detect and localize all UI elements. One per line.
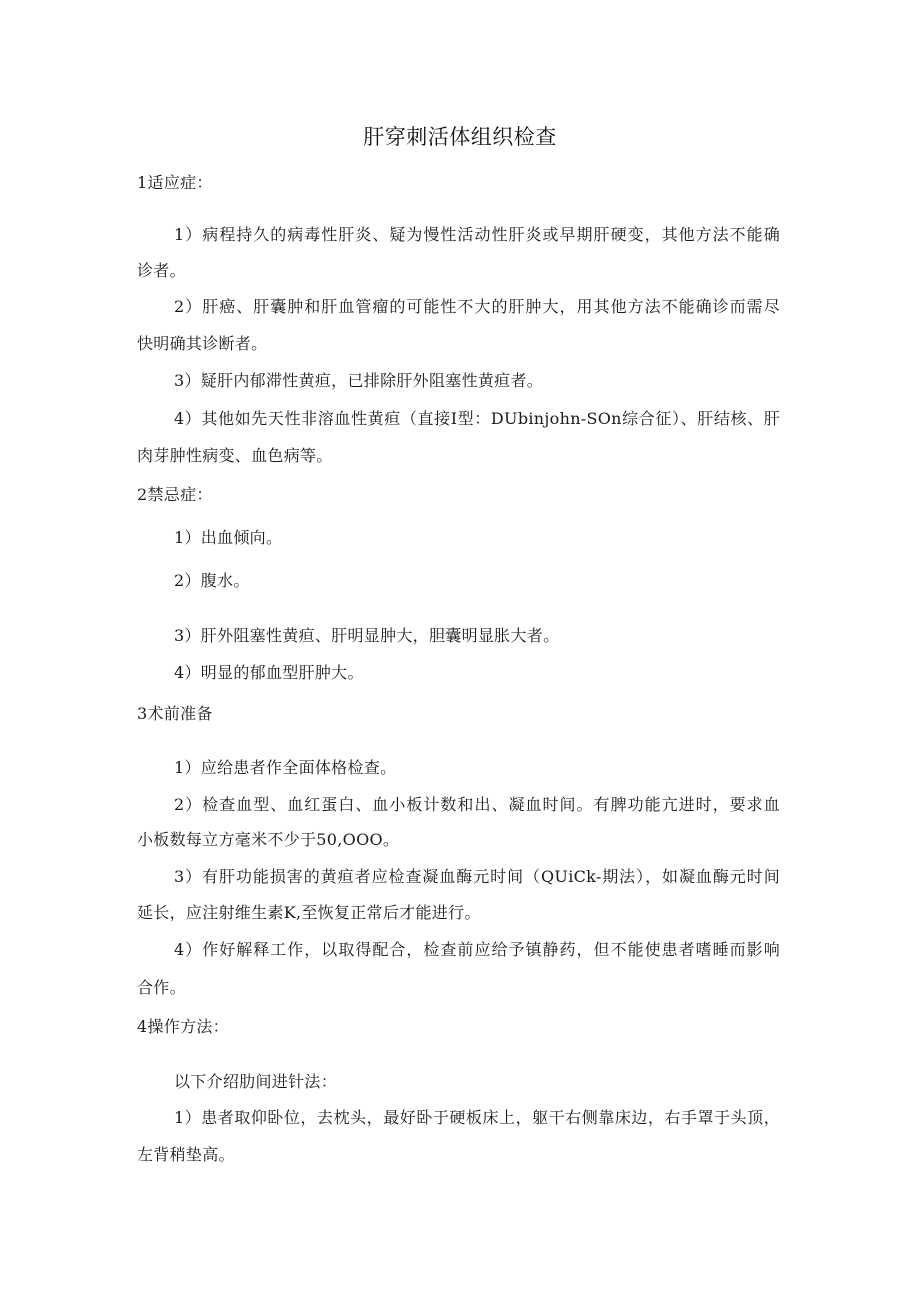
paragraph-line: 1）出血倾向。: [174, 528, 283, 547]
section-heading-contraindications: 2禁忌症：: [137, 485, 213, 504]
paragraph-line: 1）病程持久的病毒性肝炎、疑为慢性活动性肝炎或早期肝硬变，其他方法不能确: [174, 225, 780, 244]
paragraph-line: 以下介绍肋间进针法：: [174, 1072, 338, 1091]
paragraph-line: 3）有肝功能损害的黄疸者应检查凝血酶元时间（QUiCk-期法），如凝血酶元时间: [174, 867, 780, 886]
paragraph-line: 2）肝癌、肝囊肿和肝血管瘤的可能性不大的肝肿大，用其他方法不能确诊而需尽: [174, 297, 780, 316]
page-title: 肝穿刺活体组织检查: [363, 125, 557, 149]
paragraph-line: 1）应给患者作全面体格检查。: [174, 758, 397, 777]
paragraph-line: 4）作好解释工作，以取得配合，检查前应给予镇静药，但不能使患者嗜睡而影响: [174, 940, 780, 959]
paragraph-line: 1）患者取仰卧位，去枕头，最好卧于硬板床上，躯干右侧靠床边，右手罩于头顶，: [174, 1108, 780, 1127]
paragraph-line: 诊者。: [137, 261, 186, 280]
section-heading-procedure: 4操作方法：: [137, 1017, 229, 1036]
paragraph-line: 快明确其诊断者。: [137, 334, 268, 353]
paragraph-line: 2）腹水。: [174, 571, 250, 590]
paragraph-line: 肉芽肿性病变、血色病等。: [137, 446, 333, 465]
section-heading-indications: 1适应症：: [137, 173, 213, 192]
paragraph-line: 4）明显的郁血型肝肿大。: [174, 663, 364, 682]
paragraph-line: 延长，应注射维生素K,至恢复正常后才能进行。: [137, 903, 481, 922]
paragraph-line: 小板数每立方毫米不少于50,OOO。: [137, 830, 400, 849]
paragraph-line: 3）肝外阻塞性黄疸、肝明显肿大，胆囊明显胀大者。: [174, 626, 560, 645]
paragraph-line: 左背稍垫高。: [137, 1145, 235, 1164]
paragraph-line: 3）疑肝内郁滞性黄疸，已排除肝外阻塞性黄疸者。: [174, 371, 544, 390]
paragraph-line: 合作。: [137, 978, 186, 997]
paragraph-line: 4）其他如先天性非溶血性黄疸（直接I型：DUbinjohn-SOn综合征）、肝结核、肝: [174, 409, 780, 428]
section-heading-preparation: 3术前准备: [137, 704, 213, 723]
paragraph-line: 2）检查血型、血红蛋白、血小板计数和出、凝血时间。有脾功能亢进时，要求血: [174, 795, 780, 814]
